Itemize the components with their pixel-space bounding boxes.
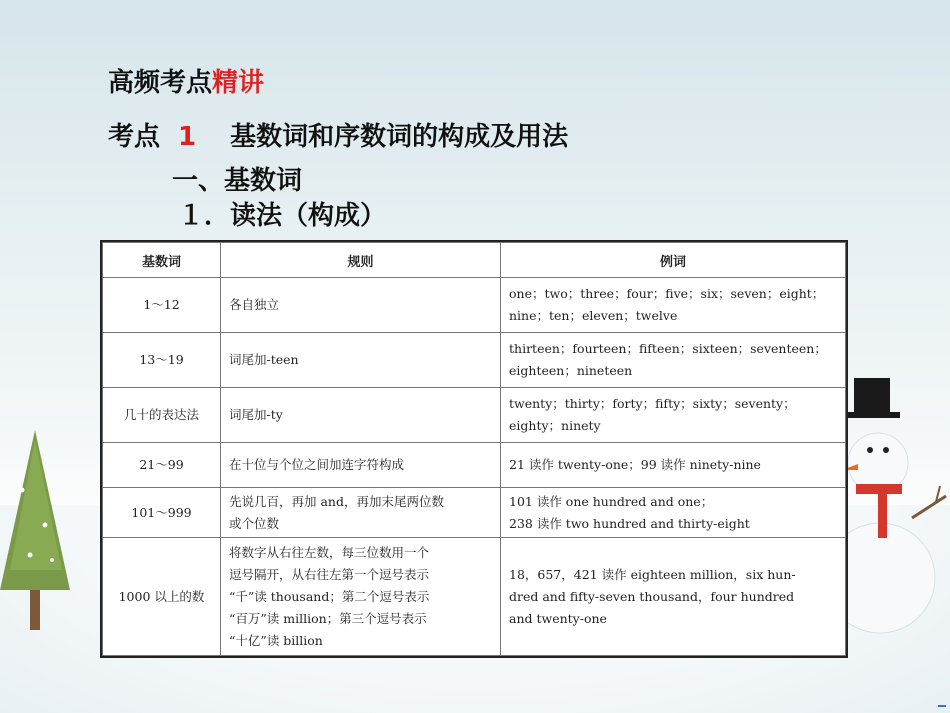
rule-line: 或个位数 [229,515,280,531]
topic-number: 1 [178,122,197,152]
rule-line: 各自独立 [229,297,280,312]
cardinal-number-table [100,240,848,658]
cell-rule [221,278,501,333]
rule-line: 词尾加-teen [229,352,299,367]
example-line: thirteen；fourteen；fifteen；sixteen；seventeen； [509,341,827,356]
example-line: one；two；three；four；five；six；seven；eight； [509,286,825,301]
topic-heading [108,116,568,153]
title-accent: 精讲 [212,68,265,98]
rule-line: “千”读 thousand；第二个逗号表示 [229,588,430,604]
header-rule: 规则 [221,243,501,278]
cell-number: 13～19 [103,333,221,388]
example-line: 238 读作 two hundred and thirty-eight [509,515,750,531]
cell-examples [501,333,846,388]
example-line: 21 读作 twenty-one；99 读作 ninety-nine [509,457,761,472]
cell-rule [221,488,501,538]
table-row [103,388,846,443]
page-title [108,62,264,99]
table-row [103,538,846,656]
rule-line: “十亿”读 billion [229,632,323,648]
cell-number: 1～12 [103,278,221,333]
example-line: eighty；ninety [509,418,601,433]
title-prefix: 高频考点 [108,68,213,98]
example-line: eighteen；nineteen [509,363,633,378]
rule-line: 词尾加-ty [229,407,283,422]
cell-examples [501,443,846,488]
cell-rule [221,443,501,488]
example-line: 101 读作 one hundred and one； [509,493,714,509]
example-line: 18，657，421 读作 eighteen million，six hun- [509,566,796,582]
cell-number: 21～99 [103,443,221,488]
pine-tree-decoration [0,430,70,630]
rule-line: “百万”读 million；第三个逗号表示 [229,610,427,626]
subsection-heading: １．读法（构成） [178,201,387,231]
rule-line: 在十位与个位之间加连字符构成 [229,457,405,472]
example-line: dred and fifty-seven thousand，four hundred [509,588,795,604]
cell-examples [501,388,846,443]
cell-rule [221,538,501,656]
cell-examples [501,538,846,656]
header-examples: 例词 [501,243,846,278]
cell-rule [221,333,501,388]
rule-line: 先说几百，再加 and，再加末尾两位数 [229,493,444,509]
cell-examples [501,488,846,538]
table-header-row [103,243,846,278]
example-line: nine；ten；eleven；twelve [509,308,678,323]
cell-rule [221,388,501,443]
topic-label: 考点 [108,122,161,152]
example-line: and twenty-one [509,610,607,626]
header-cardinal: 基数词 [103,243,221,278]
cell-number: 1000 以上的数 [103,538,221,656]
cell-number: 几十的表达法 [103,388,221,443]
corner-mark [938,705,946,707]
example-line: twenty；thirty；forty；fifty；sixty；seventy； [509,396,796,411]
section-heading: 一、基数词 [172,166,303,196]
table-row [103,443,846,488]
topic-text: 基数词和序数词的构成及用法 [230,122,569,152]
cell-examples [501,278,846,333]
cell-number: 101～999 [103,488,221,538]
table-row [103,333,846,388]
snowman-decoration [840,378,950,638]
rule-line: 将数字从右往左数，每三位数用一个 [229,544,430,560]
rule-line: 逗号隔开，从右往左第一个逗号表示 [229,566,430,582]
table-row [103,488,846,538]
table-row [103,278,846,333]
